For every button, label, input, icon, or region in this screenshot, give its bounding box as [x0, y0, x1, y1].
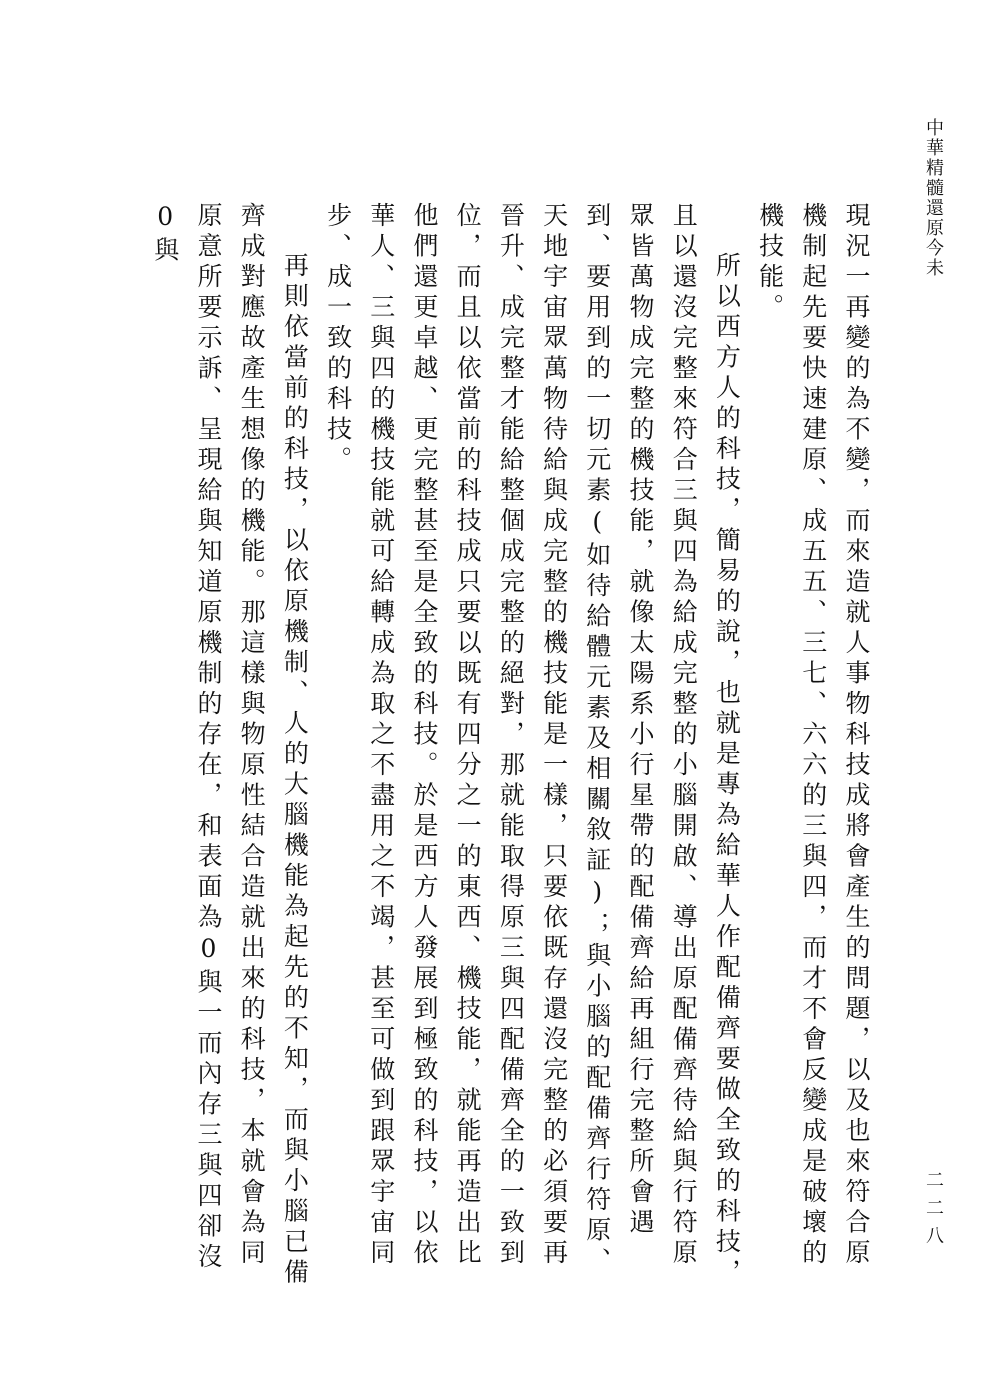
paragraph-2: 所以西方人的科技，簡易的說，也就是專為給華人作配備齊要做全致的科技，且以還沒完整來符合三與四為給成完整的小腦開啟、導出原配備齊待給與行符原眾皆萬物成完整的機技能，就像太陽系小行星帶的配備齊給再組行完整所會遇到、要用到的一切元素(如待給體元素及相關敘証)；與小腦的配備齊行符原、天地宇宙眾萬物待給與成完整的機技能是一樣，只要依既存還沒完整的必須要再晉升、成完整才能給整個成完整的絕對，那就能取得原三與四配備齊全的一致到位，而且以依當前的科技成只要以既有四分之一的東西、機技能，就能再造出比他們還更卓越、更完整甚至是全致的科技。於是西方人發展到極致的科技，以依華人、三與四的機技能就可給轉成為取之不盡用之不竭，甚至可做到跟眾宇宙同步、成一致的科技。: [323, 202, 742, 1289]
page-number: 二二八: [923, 1170, 944, 1254]
paragraph-3: 再則依當前的科技，以依原機制、人的大腦機能為起先的不知，而與小腦已備齊成對應故產生想像的機能。那這樣與物原性結合造就出來的科技，本就會為同原意所要示訴、呈現給與知道原機制的存在，和表面為0與一而內存三與四卻沒0與: [150, 202, 310, 1289]
running-title: 中華精髓還原今未: [923, 118, 944, 278]
paragraph-1: 現況一再變的為不變，而來造就人事物科技成將會產生的問題，以及也來符合原機制起先要快速建原、成五五、三七、六六的三與四，而才不會反變成是破壞的機技能。: [755, 202, 871, 1270]
body-text: [118, 202, 878, 1292]
